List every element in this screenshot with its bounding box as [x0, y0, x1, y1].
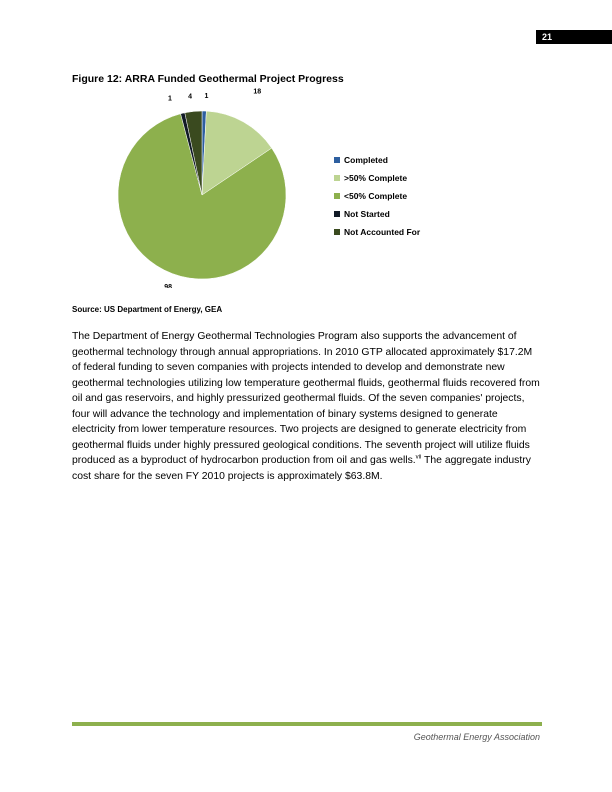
page-number: 21	[536, 30, 612, 44]
legend-label: <50% Complete	[344, 191, 408, 201]
legend-swatch	[334, 211, 340, 217]
footer-organization: Geothermal Energy Association	[413, 732, 540, 742]
legend-swatch	[334, 175, 340, 181]
chart-legend	[334, 151, 420, 241]
legend-item	[334, 205, 420, 223]
legend-swatch	[334, 229, 340, 235]
pie-chart	[100, 88, 320, 288]
pie-data-label: 98	[164, 283, 173, 288]
legend-label: Completed	[344, 155, 388, 165]
legend-label: Not Started	[344, 209, 390, 219]
pie-data-label: 1	[167, 95, 172, 103]
pie-data-label: 4	[188, 93, 193, 101]
legend-item	[334, 223, 420, 241]
legend-item	[334, 187, 420, 205]
pie-data-label: 18	[253, 88, 262, 96]
figure-source: Source: US Department of Energy, GEA	[72, 305, 223, 314]
legend-swatch	[334, 157, 340, 163]
footer-rule	[72, 722, 542, 726]
legend-swatch	[334, 193, 340, 199]
legend-label: Not Accounted For	[344, 227, 421, 237]
body-text-end: The aggregate industry cost share for the seven FY 2010 projects is approximately $63.8M.	[72, 455, 531, 482]
footnote-ref: vii	[415, 454, 422, 461]
body-paragraph	[72, 329, 542, 484]
legend-item	[334, 151, 420, 169]
figure-title: Figure 12: ARRA Funded Geothermal Project Progress	[72, 73, 344, 85]
pie-data-label: 1	[204, 93, 209, 101]
body-text-main: The Department of Energy Geothermal Technologies Program also supports the advancement of geothermal technology through annual appropriations. In 2010 GTP allocated approximately $17.2M of federal funding to seven companies with projects intended to develop and demonstrate new geothermal technologies utilizing low temperature geothermal fluids, geothermal fluids recovered from oil and gas reservoirs, and highly pressurized geothermal fluids. Of the seven companies' projects, four will advance the technology and implementation of binary systems designed to generate electricity from lower temperature resources. Two projects are designed to generate electricity from geothermal fluids under highly pressured geological conditions. The seventh project will utilize fluids produced as a byproduct of hydrocarbon production from oil and gas wells.	[72, 331, 540, 466]
legend-item	[334, 169, 420, 187]
legend-label: >50% Complete	[344, 173, 408, 183]
